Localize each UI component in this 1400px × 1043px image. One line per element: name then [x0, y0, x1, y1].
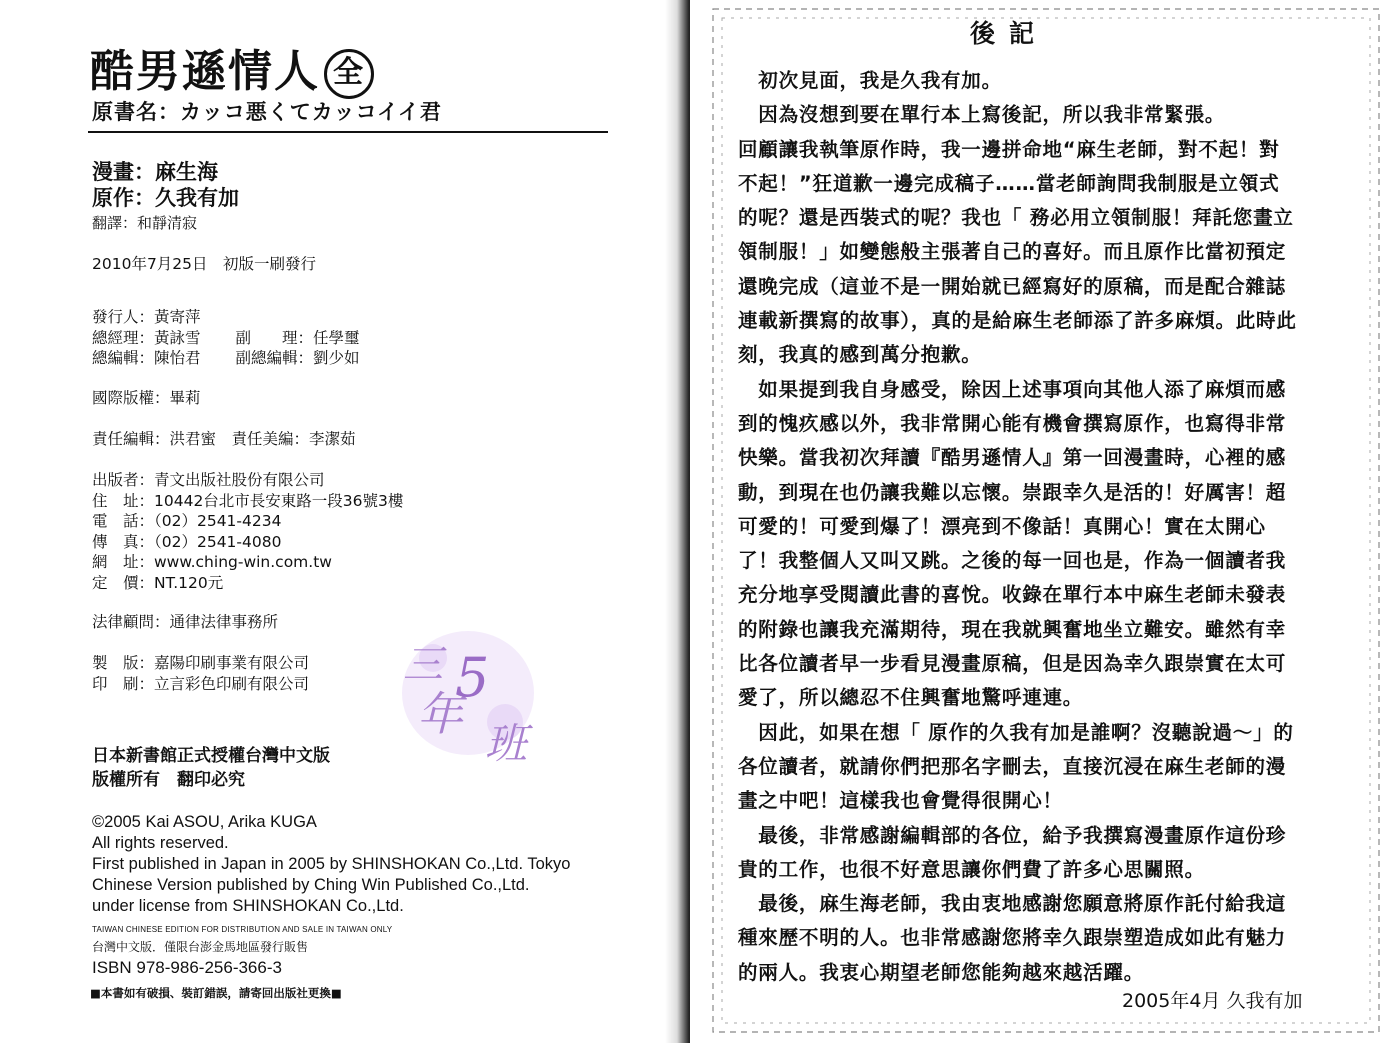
afterword-line: 種來歷不明的人。也非常感謝您將幸久跟崇塑造成如此有魅力 [738, 926, 1287, 950]
distribution-notice: 台灣中文版．僅限台澎金馬地區發行販售 [92, 940, 309, 954]
afterword-line: 初次見面，我是久我有加。 [738, 69, 1002, 92]
staff-label: 副總編輯： [235, 349, 314, 367]
license-line: 日本新書館正式授權台灣中文版 [92, 746, 330, 766]
svg-text:三: 三 [403, 642, 443, 688]
staff-value: 劉少如 [313, 349, 360, 367]
afterword-line: 充分地享受閱讀此書的喜悅。收錄在單行本中麻生老師未發表 [738, 583, 1287, 607]
afterword-page [690, 0, 1400, 1043]
staff-value: 任學璽 [313, 328, 360, 347]
afterword-line: 快樂。當我初次拜讀『酷男遜情人』第一回漫畫時，心裡的感 [738, 446, 1287, 470]
afterword-line: 回顧讓我執筆原作時，我一邊拼命地“麻生老師，對不起！對 [738, 137, 1280, 161]
afterword-line: 貴的工作，也很不好意思讓你們費了許多心思關照。 [738, 857, 1205, 881]
book-title-text: 酷男遜情人 [90, 46, 320, 97]
afterword-line: 因此，如果在想「 原作的久我有加是誰啊？沒聽說過～」的 [738, 720, 1294, 744]
staff-label: 副 理： [235, 328, 314, 347]
publisher-line: 網 址：www.ching-win.com.tw [92, 553, 332, 571]
book-title [90, 35, 374, 99]
svg-text:班: 班 [485, 719, 528, 768]
publisher-info [92, 470, 403, 593]
staff-value: 陳怡君 [154, 349, 201, 367]
license-line: 版權所有 翻印必究 [92, 770, 245, 790]
copyright-line: Chinese Version published by Ching Win Published Co.,Ltd. [92, 876, 530, 894]
afterword-line: 的附錄也讓我充滿期待，現在我就興奮地坐立難安。雖然有幸 [738, 617, 1287, 641]
staff-label: 總經理： [92, 328, 155, 347]
afterword-line: 的兩人。我衷心期望老師您能夠越來越活躍。 [738, 960, 1145, 984]
translator: 翻譯：和靜清寂 [92, 214, 198, 232]
colophon-page [0, 0, 690, 1043]
afterword-line: 最後，麻生海老師，我由衷地感謝您願意將原作託付給我這 [738, 892, 1287, 916]
afterword-line: 最後，非常感謝編輯部的各位，給予我撰寫漫畫原作這份珍 [738, 823, 1287, 847]
svg-text:年: 年 [417, 687, 463, 741]
copyright-line: under license from SHINSHOKAN Co.,Ltd. [92, 897, 404, 915]
afterword-line: 愛了，所以總忍不住興奮地驚呼連連。 [738, 686, 1084, 710]
copyright-line: All rights reserved. [92, 834, 229, 852]
legal-advisor: 法律顧問：通律法律事務所 [92, 613, 279, 631]
international-rights: 國際版權：畢莉 [92, 389, 201, 407]
afterword-line: 刻，我真的感到萬分抱歉。 [738, 343, 982, 367]
damage-notice: ■本書如有破損、裝訂錯誤，請寄回出版社更換■ [90, 986, 342, 1000]
publisher-line: 住 址：10442台北市長安東路一段36號3樓 [92, 491, 404, 510]
printing-line: 製 版：嘉陽印刷事業有限公司 [92, 654, 310, 672]
afterword-line: 可愛的！可愛到爆了！漂亮到不像話！真開心！實在太開心 [738, 514, 1266, 538]
afterword-line: 畫之中吧！這樣我也會覺得很開心！ [738, 789, 1063, 813]
staff-list [92, 307, 360, 369]
afterword-line: 不起！”狂道歉一邊完成稿子……當老師詢問我制服是立領式 [738, 171, 1280, 195]
publisher-line: 傳 真：（02）2541-4080 [92, 532, 282, 551]
staff-row [92, 307, 360, 328]
afterword-line: 動，到現在也仍讓我難以忘懷。崇跟幸久是活的！好厲害！超 [738, 480, 1287, 504]
staff-label: 發行人： [92, 308, 155, 326]
afterword-line: 還晚完成（這並不是一開始就已經寫好的原稿，而是配合雜誌 [738, 274, 1287, 298]
afterword-line: 如果提到我自身感受，除因上述事項向其他人添了麻煩而感 [738, 377, 1287, 401]
class-stamp-logo [393, 618, 543, 768]
printing-line: 印 刷：立言彩色印刷有限公司 [92, 674, 310, 693]
isbn: ISBN 978-986-256-366-3 [92, 958, 282, 977]
publisher-line: 電 話：（02）2541-4234 [92, 512, 282, 530]
afterword-line: 了！我整個人又叫又跳。之後的每一回也是，作為一個讀者我 [738, 549, 1287, 573]
afterword-body [738, 64, 1348, 990]
manga-artist: 漫畫：麻生海 [92, 160, 218, 184]
copyright-line: ©2005 Kai ASOU, Arika KUGA [92, 813, 317, 831]
title-divider [88, 131, 608, 133]
afterword-line: 因為沒想到要在單行本上寫後記，所以我非常緊張。 [738, 103, 1226, 127]
afterword-line: 比各位讀者早一步看見漫畫原稿，但是因為幸久跟崇實在太可 [738, 652, 1287, 676]
afterword-line: 各位讀者，就請你們把那名字刪去，直接沉浸在麻生老師的漫 [738, 754, 1287, 778]
original-title: 原書名：カッコ悪くてカッコイイ君 [92, 100, 442, 124]
taiwan-only-notice: TAIWAN CHINESE EDITION FOR DISTRIBUTION AND SALE IN TAIWAN ONLY [92, 925, 393, 934]
svg-text:5: 5 [455, 646, 490, 709]
english-copyright [92, 812, 570, 917]
release-date: 2010年7月25日 初版一刷發行 [92, 255, 317, 273]
volume-mark: 全 [324, 49, 374, 99]
afterword-signature: 2005年4月 久我有加 [1122, 990, 1303, 1012]
afterword-line: 的呢？還是西裝式的呢？我也「 務必用立領制服！拜託您畫立 [738, 206, 1294, 230]
staff-value: 黃詠雪 [154, 328, 201, 347]
afterword-line: 到的愧疚感以外，我非常開心能有機會撰寫原作，也寫得非常 [738, 411, 1287, 435]
afterword-line: 連載新撰寫的故事），真的是給麻生老師添了許多麻煩。此時此 [738, 309, 1297, 333]
original-author: 原作：久我有加 [92, 186, 239, 210]
editors: 責任編輯：洪君蜜 責任美編：李潔茹 [92, 430, 356, 448]
afterword-title: 後記 [970, 19, 1049, 48]
publisher-line: 定 價：NT.120元 [92, 573, 224, 592]
printing-info [92, 653, 309, 694]
staff-row [92, 348, 360, 369]
afterword-line: 領制服！」如變態般主張著自己的喜好。而且原作比當初預定 [738, 240, 1287, 264]
staff-row [92, 328, 360, 349]
staff-value: 黃寄萍 [154, 308, 201, 326]
staff-label: 總編輯： [92, 349, 155, 367]
publisher-line: 出版者：青文出版社股份有限公司 [92, 471, 325, 489]
copyright-line: First published in Japan in 2005 by SHINSHOKAN Co.,Ltd. Tokyo [92, 855, 571, 873]
